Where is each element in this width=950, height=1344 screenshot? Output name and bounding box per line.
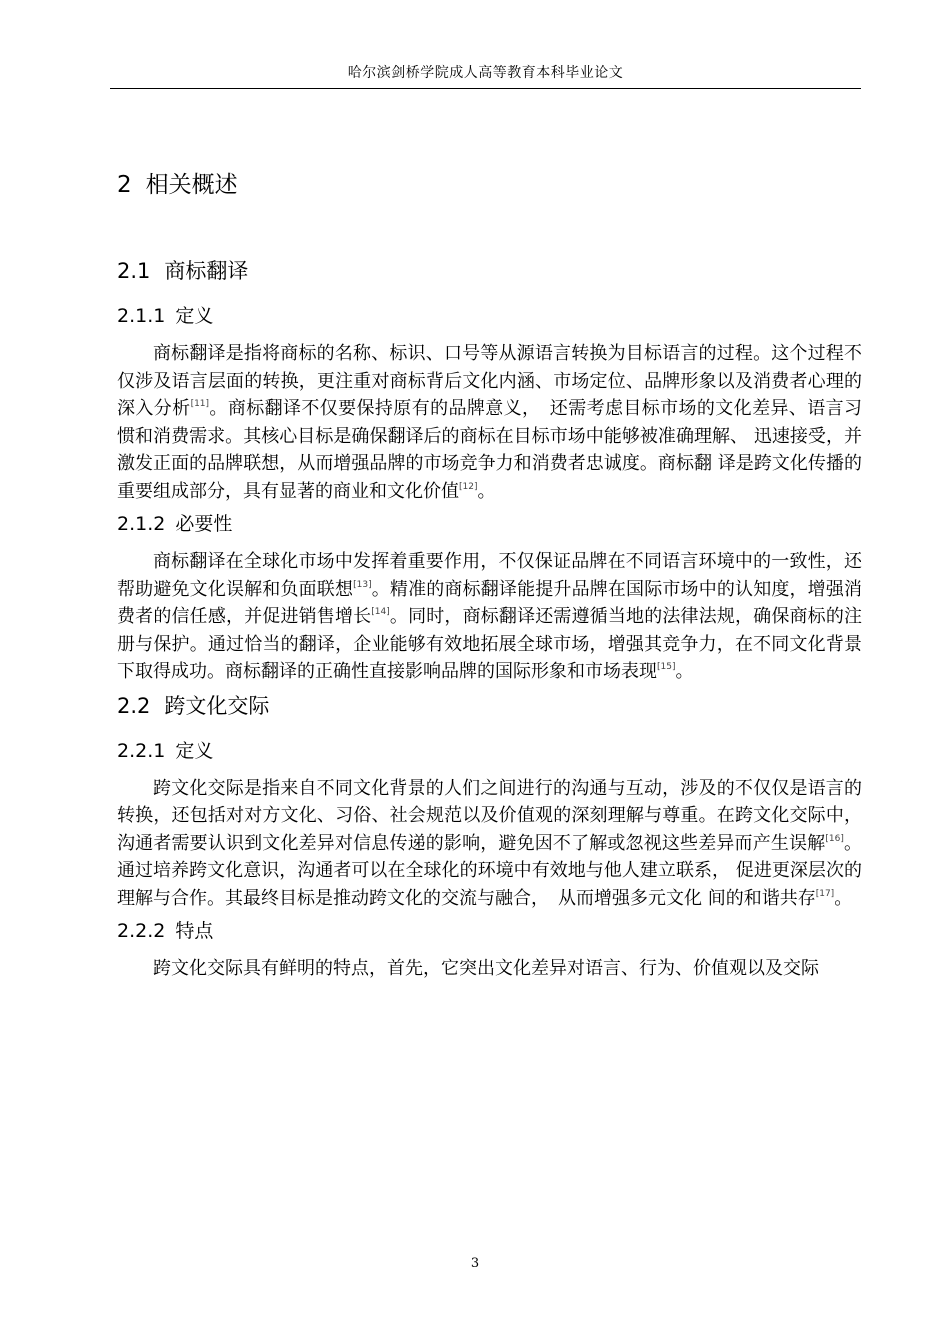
section-number: 2.2 xyxy=(117,693,151,718)
subsection-heading xyxy=(117,507,862,541)
paragraph-text: 跨文化交际具有鲜明的特点，首先，它突出文化差异对语言、行为、价值观以及交际 xyxy=(153,958,819,979)
citation: [16] xyxy=(825,833,844,844)
chapter-number: 2 xyxy=(117,172,132,198)
section-number: 2.1 xyxy=(117,259,151,283)
subsection-heading xyxy=(117,299,862,333)
paragraph-text: 。精准的商标翻译能提升品牌在国际市场中的认知度，增强消费者的信任感，并促进销售增长 xyxy=(117,578,863,627)
paragraph xyxy=(117,775,862,913)
header-rule xyxy=(110,88,861,89)
subsection-number: 2.2.2 xyxy=(117,920,166,942)
subsection-title: 必要性 xyxy=(175,513,233,535)
citation: [12] xyxy=(459,481,478,492)
subsection-number: 2.2.1 xyxy=(117,739,166,762)
citation: [14] xyxy=(371,607,390,617)
paragraph-text: 。同时，商标翻译还需遵循当地的法律法规，确保商标的注册与保护。通过恰当的翻译，企业能够有效地拓展全球市场，增强其竞争力，在不同文化背景下取得成功。商标翻译的正确性直接影响品牌的国际形象和市场表现 xyxy=(117,606,862,682)
citation: [13] xyxy=(353,579,372,590)
section-title: 商标翻译 xyxy=(164,259,249,283)
citation: [17] xyxy=(815,888,835,899)
paragraph-text: 商标翻译在全球化市场中发挥着重要作用，不仅保证品牌在不同语言环境中的一致性，还帮助避免文化误解和负面联想 xyxy=(117,551,862,600)
subsection-number: 2.1.1 xyxy=(117,305,166,327)
subsection-title: 定义 xyxy=(175,739,214,762)
paragraph-text: 商标翻译是指将商标的名称、标识、口号等从源语言转换为目标语言的过程。这个过程不仅涉及语言层面的转换，更注重对商标背后文化内涵、市场定位、品牌形象以及消费者心理的深入分析 xyxy=(117,343,862,419)
page-body xyxy=(117,165,862,983)
paragraph-text: 跨文化交际是指来自不同文化背景的人们之间进行的沟通与互动，涉及的不仅仅是语言的转换，还包括对对方文化、习俗、社会规范以及价值观的深刻理解与尊重。在跨文化交际中，沟通者需要认识到文化差异对信息传递的影响，避免因不了解或忽视这些差异而产生误解 xyxy=(117,777,862,854)
section-heading xyxy=(117,253,862,289)
paragraph-text: 。通过培养跨文化意识，沟通者可以在全球化的环境中有效地与他人建立联系， 促进更深层次的理解与合作。其最终目标是推动跨文化的交流与融合， 从而增强多元文化 间的和谐共存 xyxy=(117,832,863,909)
chapter-heading xyxy=(117,165,862,205)
paragraph-text: 。 xyxy=(675,661,694,682)
paragraph xyxy=(117,955,862,983)
section-title: 跨文化交际 xyxy=(164,693,270,718)
citation: [15] xyxy=(657,662,676,672)
paragraph-text: 。 xyxy=(834,887,853,909)
paragraph-text: 。商标翻译不仅要保持原有的品牌意义， 还需考虑目标市场的文化差异、语言习惯和消费需求。其核心目标是确保翻译后的商标在目标市场中能够被准确理解、 迅速接受，并激发正面的品牌联想，从而增强品牌的市场竞争力和消费者忠诚度。商标翻 译是跨文化传播的重要组成部分，具有显著的商业和文化价值 xyxy=(117,398,863,502)
citation: [11] xyxy=(190,399,210,409)
paragraph-text: 。 xyxy=(477,480,496,502)
subsection-title: 定义 xyxy=(175,305,214,327)
page-number: 3 xyxy=(470,1256,480,1271)
subsection-title: 特点 xyxy=(175,920,214,942)
subsection-number: 2.1.2 xyxy=(117,513,166,535)
paragraph xyxy=(117,548,862,686)
subsection-heading xyxy=(117,914,862,948)
section-heading xyxy=(117,688,862,724)
running-header: 哈尔滨剑桥学院成人高等教育本科毕业论文 xyxy=(347,65,624,81)
paragraph xyxy=(117,340,862,505)
chapter-title: 相关概述 xyxy=(145,172,238,198)
subsection-heading xyxy=(117,734,862,768)
